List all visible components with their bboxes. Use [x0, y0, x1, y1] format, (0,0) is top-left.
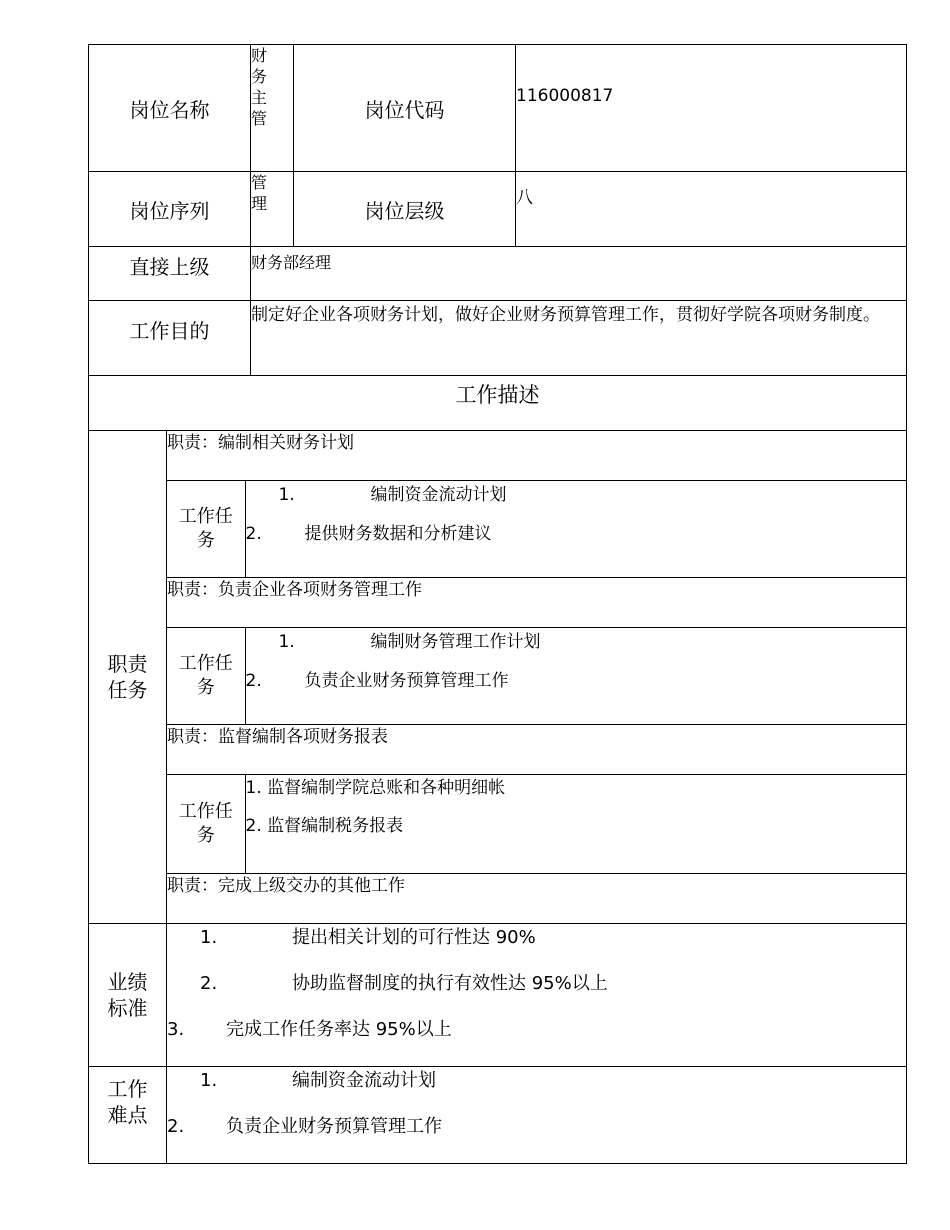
task-label-2-line1: 工作任: [178, 652, 233, 674]
difficulty-item-1: [167, 1067, 906, 1093]
performance-item-1: [167, 924, 906, 950]
duty-3: 职责：监督编制各项财务报表: [167, 724, 906, 774]
purpose-value: 制定好企业各项财务计划，做好企业财务预算管理工作，贯彻好学院各项财务制度。: [251, 305, 880, 325]
task-3-2: [246, 799, 907, 837]
post-series-label: 岗位序列: [89, 172, 251, 247]
task-2-2-text: 负责企业财务预算管理工作: [304, 670, 509, 691]
post-level-label: 岗位层级: [294, 172, 516, 247]
work-description-title-text: 工作描述: [455, 383, 540, 407]
work-description-title: [89, 376, 907, 431]
performance-item-2-num: 2.: [200, 973, 218, 994]
task-list-1: [245, 480, 906, 577]
task-3-2-text: 监督编制税务报表: [267, 815, 404, 836]
task-2-2-num: 2.: [245, 670, 262, 691]
post-level-cell: [516, 172, 907, 247]
difficulties-label-line1: 工作: [107, 1077, 148, 1101]
task-label-1: [167, 480, 245, 577]
task-list-2: [245, 627, 906, 724]
task-1-2: [246, 506, 907, 545]
post-name-label: 岗位名称: [89, 45, 251, 172]
task-1-1-text: 编制资金流动计划: [370, 484, 507, 505]
superior-label: 直接上级: [89, 247, 251, 301]
performance-label-line1: 业绩: [107, 970, 148, 994]
superior-cell: [251, 247, 907, 301]
post-series-value: 管理: [251, 173, 268, 213]
task-2-1-num: 1.: [278, 631, 295, 652]
task-1-2-num: 2.: [245, 523, 262, 544]
post-code-value: 116000817: [516, 86, 614, 106]
task-label-3-line2: 务: [196, 824, 215, 846]
task-3-1: [246, 775, 907, 799]
task-2-1-text: 编制财务管理工作计划: [370, 631, 541, 652]
purpose-cell: [251, 301, 907, 376]
task-label-2: [167, 627, 245, 724]
task-3-2-num: 2.: [245, 815, 262, 836]
performance-label-line2: 标准: [107, 996, 148, 1020]
task-1-1: [246, 481, 907, 506]
task-label-1-line2: 务: [196, 529, 215, 551]
difficulty-item-1-num: 1.: [200, 1070, 218, 1091]
difficulties-list: [167, 1067, 907, 1164]
task-2-1: [246, 628, 907, 653]
duty-2: 职责：负责企业各项财务管理工作: [167, 577, 906, 627]
duties-side-label-line2: 任务: [107, 678, 148, 702]
duties-container: [167, 431, 907, 924]
duties-side-label: [89, 431, 167, 924]
task-label-3: [167, 774, 245, 873]
job-description-document: [88, 44, 906, 1164]
difficulty-item-2-num: 2.: [167, 1116, 185, 1137]
performance-item-3-num: 3.: [167, 1019, 185, 1040]
superior-value: 财务部经理: [251, 253, 332, 272]
duties-inner-table: [167, 431, 906, 923]
difficulty-item-2-text: 负责企业财务预算管理工作: [226, 1116, 442, 1137]
task-1-2-text: 提供财务数据和分析建议: [304, 523, 492, 544]
task-1-1-num: 1.: [278, 484, 295, 505]
task-label-3-line1: 工作任: [178, 800, 233, 822]
performance-item-1-num: 1.: [200, 927, 218, 948]
post-series-cell: [251, 172, 294, 247]
post-name-value: 财务主管: [251, 46, 268, 128]
performance-label: [89, 924, 167, 1067]
performance-list: [167, 924, 907, 1067]
duties-side-label-line1: 职责: [107, 652, 148, 676]
performance-item-1-text: 提出相关计划的可行性达 90%: [292, 927, 536, 948]
task-label-1-line1: 工作任: [178, 505, 233, 527]
task-3-1-text: 监督编制学院总账和各种明细帐: [267, 777, 506, 798]
job-description-table: [88, 44, 907, 1164]
task-list-3: [245, 774, 906, 873]
difficulties-label-line2: 难点: [107, 1103, 148, 1127]
duty-1: 职责：编制相关财务计划: [167, 433, 354, 453]
performance-item-3-text: 完成工作任务率达 95%以上: [226, 1019, 452, 1040]
duty-4: 职责：完成上级交办的其他工作: [167, 873, 906, 923]
post-code-cell: [516, 45, 907, 172]
purpose-label: 工作目的: [89, 301, 251, 376]
task-3-1-num: 1.: [245, 777, 262, 798]
performance-item-3: [167, 996, 906, 1042]
post-code-label: 岗位代码: [294, 45, 516, 172]
difficulties-label: [89, 1067, 167, 1164]
post-name-cell: [251, 45, 294, 172]
performance-item-2-text: 协助监督制度的执行有效性达 95%以上: [292, 973, 608, 994]
performance-item-2: [167, 950, 906, 996]
difficulty-item-1-text: 编制资金流动计划: [292, 1070, 436, 1091]
task-2-2: [246, 653, 907, 692]
task-label-2-line2: 务: [196, 676, 215, 698]
post-level-value: 八: [516, 188, 533, 208]
difficulty-item-2: [167, 1093, 906, 1139]
